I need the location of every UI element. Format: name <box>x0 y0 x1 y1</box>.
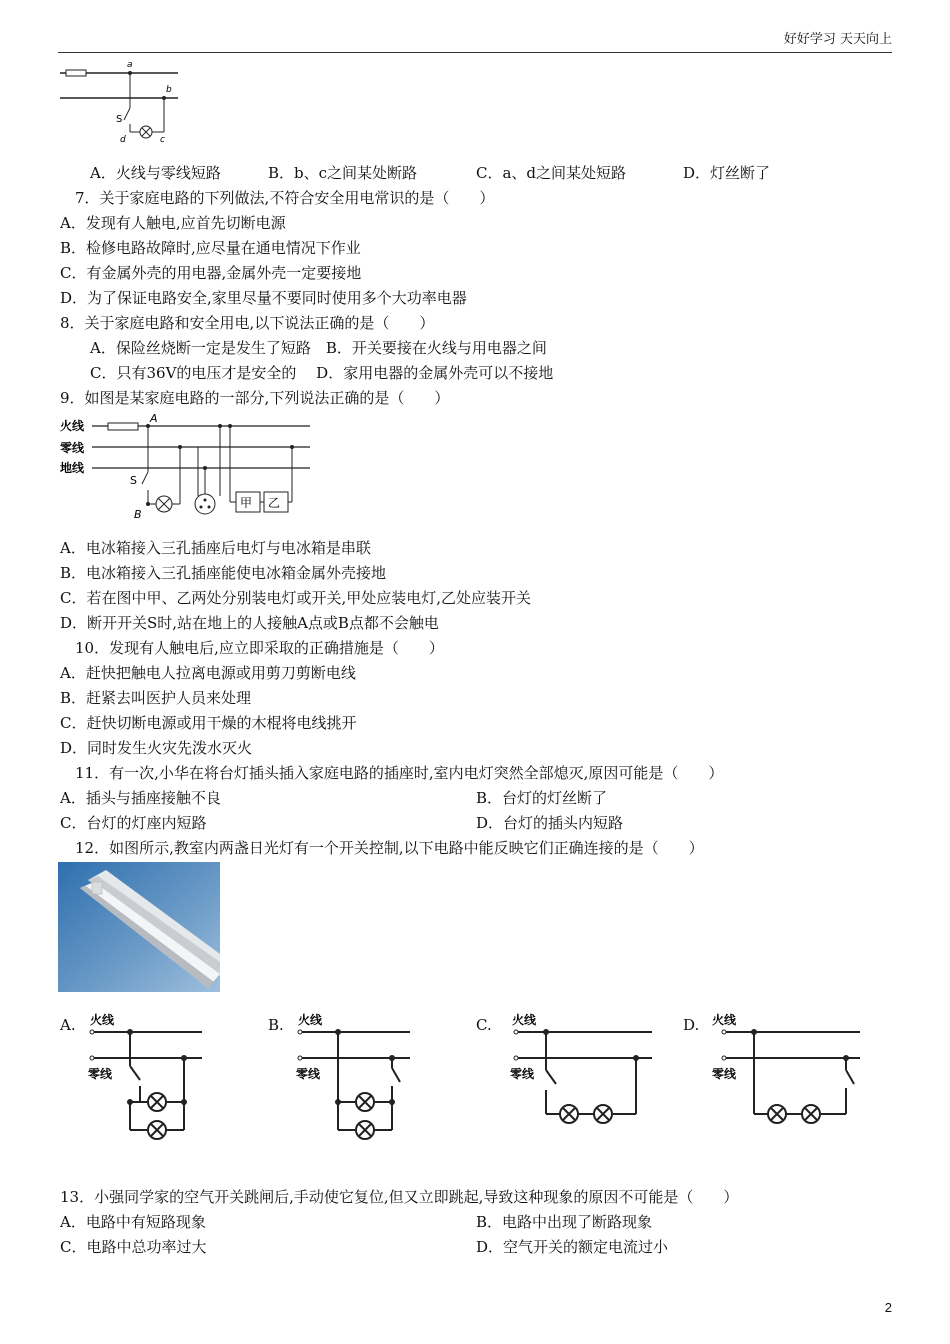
diag-d-live: 火线 <box>712 1013 737 1027</box>
q13-option-c: C．电路中总功率过大 <box>60 1238 207 1256</box>
fluorescent-lamp-photo <box>58 862 220 992</box>
q12-diagram-b <box>288 1006 418 1151</box>
q9-label-B: B <box>134 508 142 521</box>
q13-option-b: B．电路中出现了断路现象 <box>476 1213 653 1231</box>
q9-label-A: A <box>150 412 158 425</box>
diag-c-live: 火线 <box>512 1013 537 1027</box>
page-number: 2 <box>884 1300 892 1315</box>
q9-option-a: A．电冰箱接入三孔插座后电灯与电冰箱是串联 <box>60 539 371 557</box>
q8-options-row1: A．保险丝烧断一定是发生了短路 B．开关要接在火线与用电器之间 <box>90 339 547 357</box>
q9-label-yi: 乙 <box>268 496 281 510</box>
diag-a-neutral: 零线 <box>88 1067 113 1081</box>
q12-option-d-label: D. <box>683 1016 700 1034</box>
q12-stem: 12．如图所示,教室内两盏日光灯有一个开关控制,以下电路中能反映它们正确连接的是（ ） <box>75 839 704 857</box>
q9-label-ground: 地线 <box>60 461 85 475</box>
q10-option-b: B．赶紧去叫医护人员来处理 <box>60 689 252 707</box>
q7-option-c: C．有金属外壳的用电器,金属外壳一定要接地 <box>60 264 362 282</box>
q8-options-row2: C．只有36V的电压才是安全的 D．家用电器的金属外壳可以不接地 <box>90 364 554 382</box>
q12-diagram-c <box>502 1006 662 1151</box>
q9-option-c: C．若在图中甲、乙两处分别装电灯或开关,甲处应装电灯,乙处应装开关 <box>60 589 532 607</box>
q7-option-a: A．发现有人触电,应首先切断电源 <box>60 214 286 232</box>
q12-option-c-label: C. <box>476 1016 492 1034</box>
diag-b-live: 火线 <box>298 1013 323 1027</box>
q6-option-a: A．火线与零线短路 <box>90 164 221 182</box>
q12-diagram-d <box>710 1006 870 1151</box>
q7-stem: 7．关于家庭电路的下列做法,不符合安全用电常识的是（ ） <box>75 189 495 207</box>
diag-b-neutral: 零线 <box>296 1067 321 1081</box>
q11-option-a: A．插头与插座接触不良 <box>60 789 221 807</box>
label-s: S <box>116 114 123 125</box>
q9-label-jia: 甲 <box>240 496 253 510</box>
q9-circuit-figure <box>58 412 318 524</box>
page-header: 好好学习 天天向上 <box>58 30 892 53</box>
q10-option-a: A．赶快把触电人拉离电源或用剪刀剪断电线 <box>60 664 356 682</box>
label-b: b <box>166 85 172 95</box>
q13-option-d: D．空气开关的额定电流过小 <box>476 1238 669 1256</box>
q9-label-S: S <box>130 474 137 487</box>
diag-d-neutral: 零线 <box>712 1067 737 1081</box>
q12-option-b-label: B. <box>268 1016 284 1034</box>
q9-label-neutral: 零线 <box>60 441 85 455</box>
q13-stem: 13．小强同学家的空气开关跳闸后,手动使它复位,但又立即跳起,导致这种现象的原因不可能是（ ） <box>60 1188 739 1206</box>
q9-stem: 9．如图是某家庭电路的一部分,下列说法正确的是（ ） <box>60 389 450 407</box>
diag-c-neutral: 零线 <box>510 1067 535 1081</box>
q10-stem: 10．发现有人触电后,应立即采取的正确措施是（ ） <box>75 639 444 657</box>
q12-diagram-a <box>80 1006 210 1151</box>
q6-circuit-figure <box>58 58 180 148</box>
q6-option-c: C．a、d之间某处短路 <box>476 164 627 182</box>
q11-option-c: C．台灯的灯座内短路 <box>60 814 207 832</box>
diag-a-live: 火线 <box>90 1013 115 1027</box>
q9-option-b: B．电冰箱接入三孔插座能使电冰箱金属外壳接地 <box>60 564 387 582</box>
label-a: a <box>127 60 133 70</box>
q13-option-a: A．电路中有短路现象 <box>60 1213 206 1231</box>
q11-option-b: B．台灯的灯丝断了 <box>476 789 608 807</box>
q10-option-d: D．同时发生火灾先泼水灭火 <box>60 739 253 757</box>
label-d: d <box>120 135 126 145</box>
q7-option-d: D．为了保证电路安全,家里尽量不要同时使用多个大功率电器 <box>60 289 467 307</box>
q9-label-live: 火线 <box>60 419 85 433</box>
q10-option-c: C．赶快切断电源或用干燥的木棍将电线挑开 <box>60 714 357 732</box>
label-c: c <box>160 135 165 145</box>
q12-option-a-label: A. <box>60 1016 76 1034</box>
q11-option-d: D．台灯的插头内短路 <box>476 814 624 832</box>
q8-stem: 8．关于家庭电路和安全用电,以下说法正确的是（ ） <box>60 314 435 332</box>
q7-option-b: B．检修电路故障时,应尽量在通电情况下作业 <box>60 239 361 257</box>
q6-option-d: D．灯丝断了 <box>683 164 771 182</box>
q11-stem: 11．有一次,小华在将台灯插头插入家庭电路的插座时,室内电灯突然全部熄灭,原因可能是（ ） <box>75 764 724 782</box>
q6-option-b: B．b、c之间某处断路 <box>268 164 418 182</box>
q9-option-d: D．断开开关S时,站在地上的人接触A点或B点都不会触电 <box>60 614 439 632</box>
